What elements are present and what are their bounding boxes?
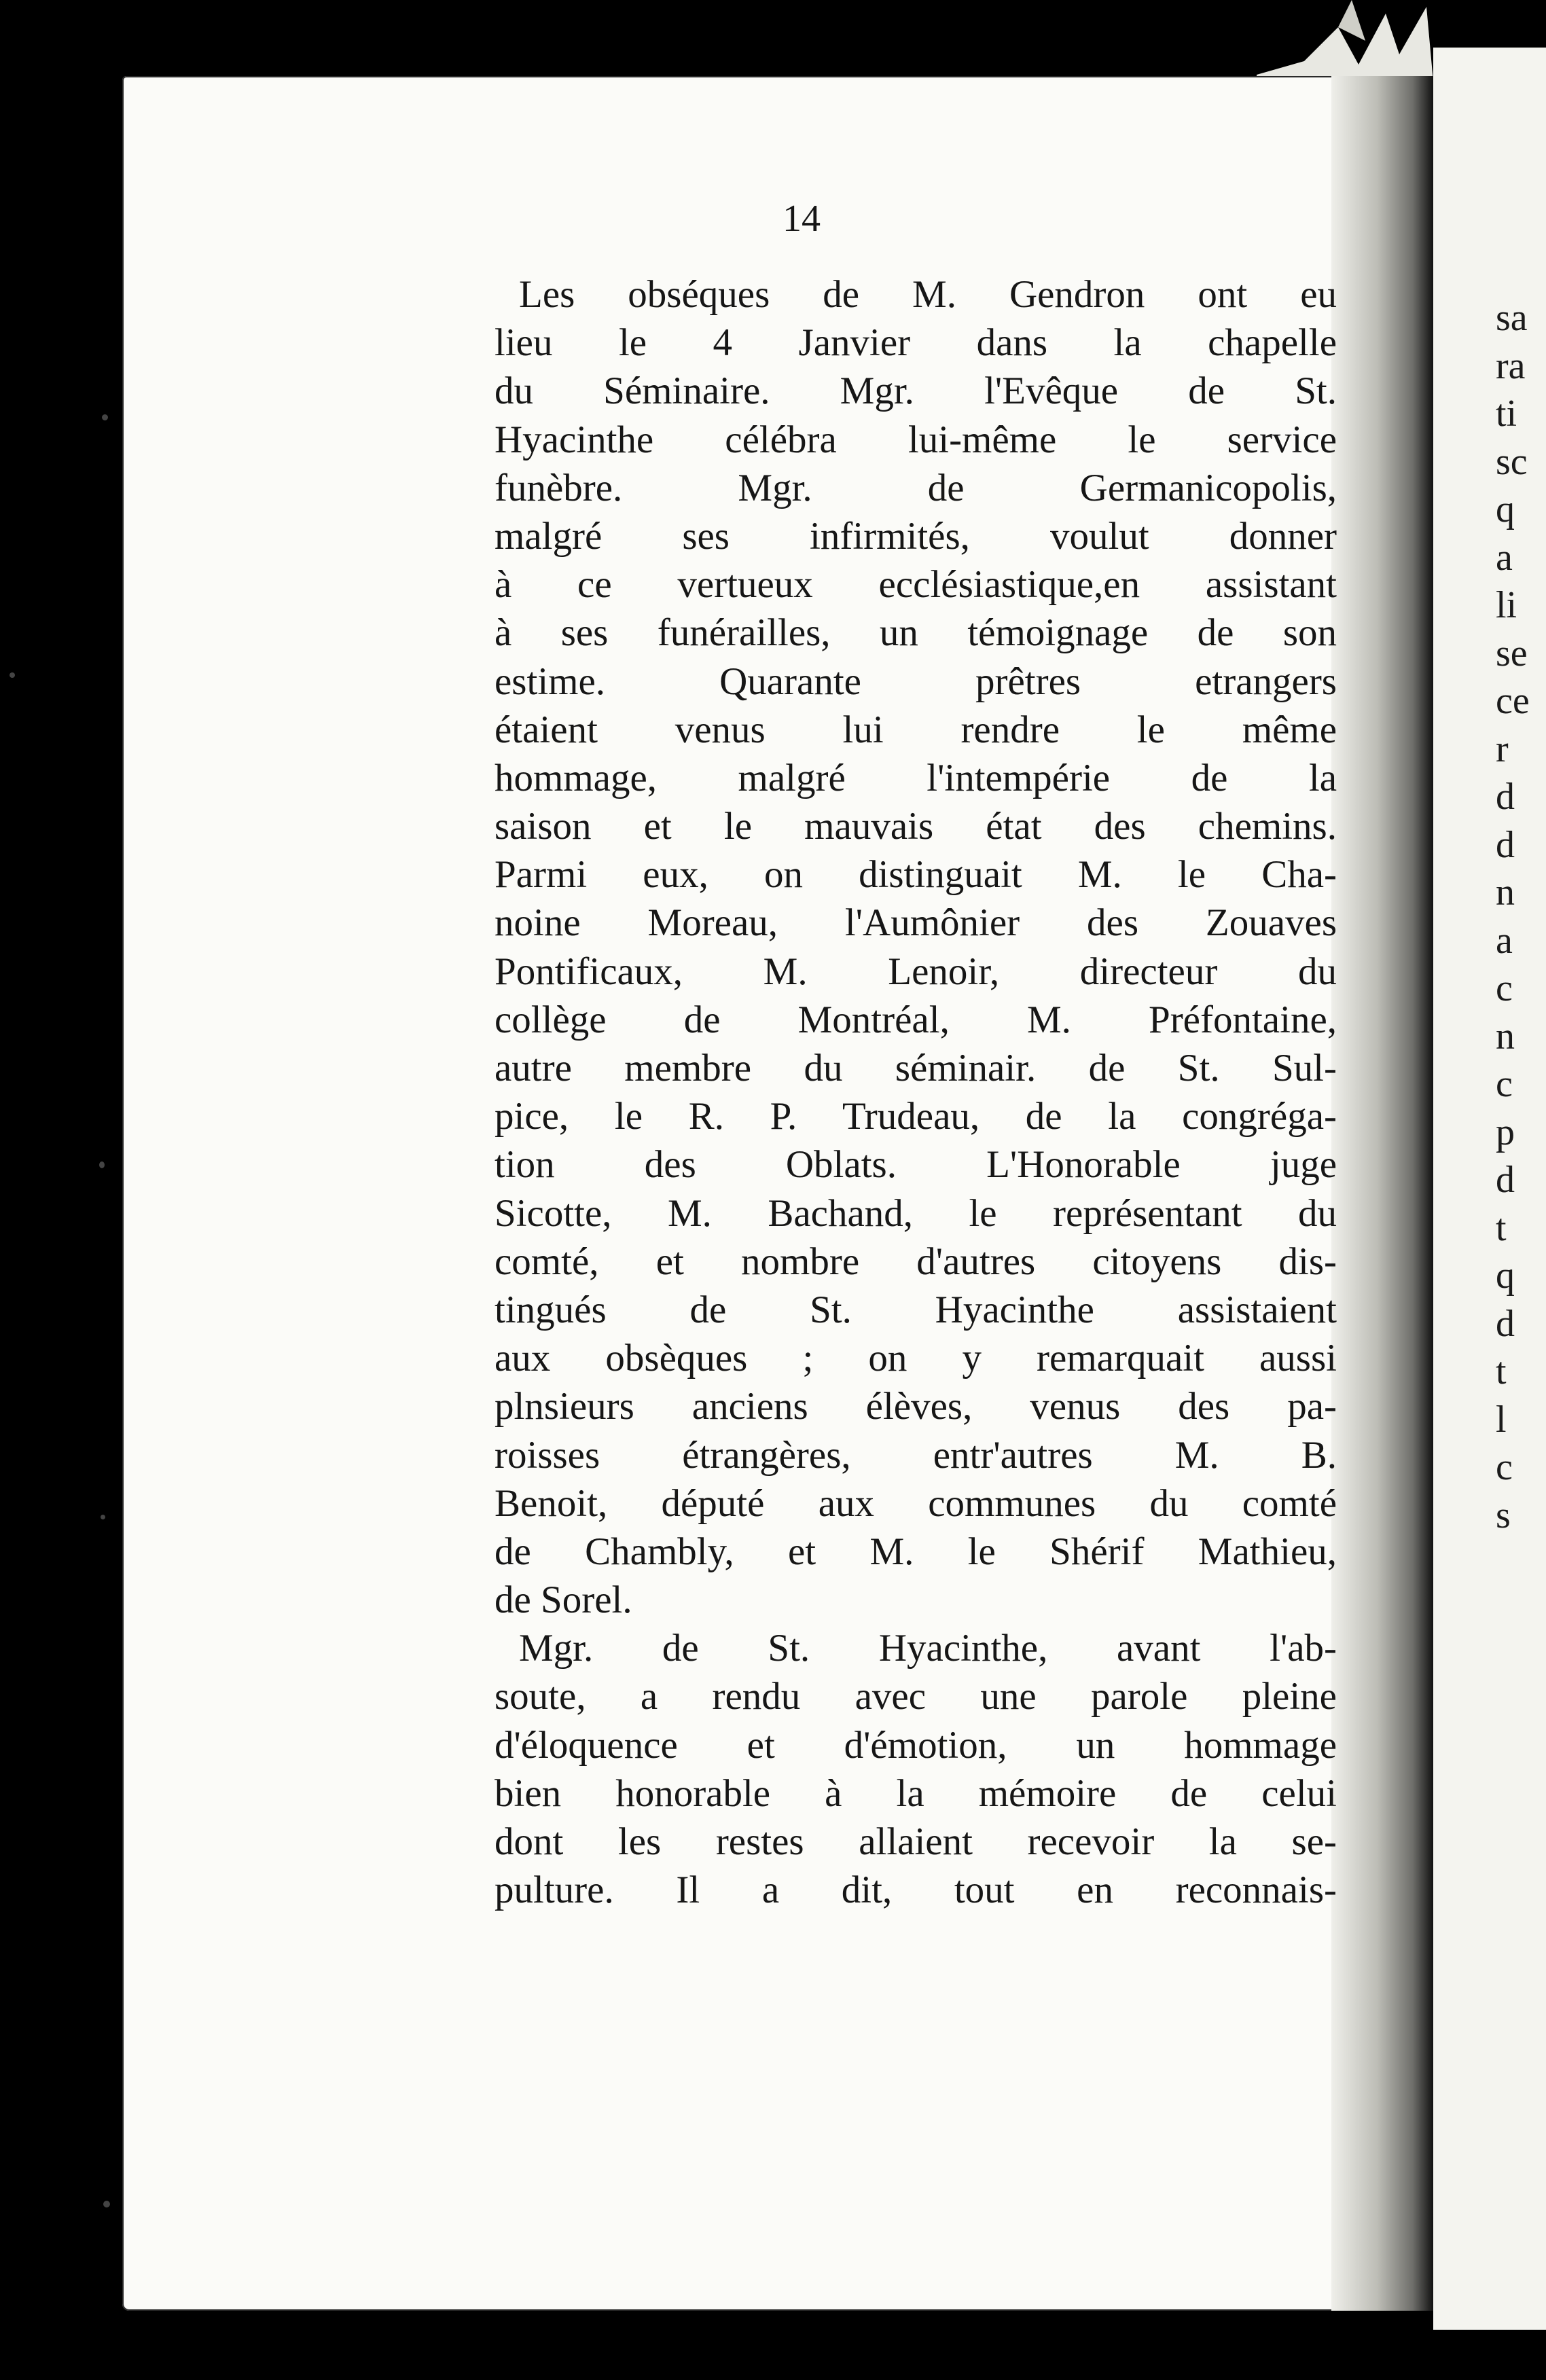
facing-page-fragment: d (1496, 823, 1515, 866)
text-line: tion des Oblats. L'Honorable juge (495, 1143, 1337, 1187)
text-line: Les obséques de M. Gendron ont eu (519, 273, 1337, 316)
facing-page-fragment: c (1496, 1063, 1513, 1105)
text-line: noine Moreau, l'Aumônier des Zouaves (495, 901, 1337, 945)
text-line: saison et le mauvais état des chemins. (495, 805, 1337, 848)
text-line: Pontificaux, M. Lenoir, directeur du (495, 950, 1337, 993)
facing-page-fragment: s (1496, 1494, 1511, 1536)
facing-page-fragment: q (1496, 488, 1515, 530)
text-line: lieu le 4 Janvier dans la chapelle (495, 321, 1337, 365)
page-gutter-shadow (1331, 76, 1433, 2311)
page-number: 14 (783, 198, 821, 240)
facing-page-fragment: a (1496, 536, 1513, 579)
facing-page-fragment: d (1496, 1159, 1515, 1201)
text-line: de Chambly, et M. le Shérif Mathieu, (495, 1530, 1337, 1573)
scan-artifact (10, 672, 15, 678)
facing-page-fragment: c (1496, 967, 1513, 1009)
text-line: aux obsèques ; on y remarquait aussi (495, 1337, 1337, 1380)
facing-page-fragment: ti (1496, 393, 1517, 435)
text-line: estime. Quarante prêtres etrangers (495, 660, 1337, 703)
text-line: soute, a rendu avec une parole pleine (495, 1675, 1337, 1718)
text-line: autre membre du séminair. de St. Sul- (495, 1047, 1337, 1089)
facing-page-fragment: t (1496, 1206, 1507, 1249)
facing-page-fragment: li (1496, 584, 1517, 626)
facing-page-fragment: sc (1496, 440, 1528, 483)
text-line: pulture. Il a dit, tout en reconnais- (495, 1869, 1337, 1912)
text-line: malgré ses infirmités, voulut donner (495, 514, 1337, 558)
facing-page-fragment: c (1496, 1446, 1513, 1488)
facing-page-fragment: se (1496, 632, 1528, 674)
facing-page-fragment: a (1496, 919, 1513, 962)
text-line: collège de Montréal, M. Préfontaine, (495, 998, 1337, 1041)
text-line: bien honorable à la mémoire de celui (495, 1771, 1337, 1815)
text-line: Benoit, député aux communes du comté (495, 1481, 1337, 1525)
body-text (495, 270, 1337, 1914)
text-line: étaient venus lui rendre le même (495, 708, 1337, 751)
facing-page-fragment: p (1496, 1111, 1515, 1153)
facing-page-fragment: r (1496, 727, 1509, 770)
text-line: plnsieurs anciens élèves, venus des pa- (495, 1385, 1337, 1428)
facing-page-edge (1433, 48, 1546, 2330)
text-line: Sicotte, M. Bachand, le représentant du (495, 1191, 1337, 1235)
facing-page-fragment: n (1496, 871, 1515, 914)
facing-page-fragment: sa (1496, 297, 1528, 339)
text-line: du Séminaire. Mgr. l'Evêque de St. (495, 369, 1337, 413)
text-line: funèbre. Mgr. de Germanicopolis, (495, 466, 1337, 509)
text-line: Hyacinthe célébra lui-même le service (495, 418, 1337, 461)
scan-artifact (101, 1515, 105, 1519)
facing-page-fragment: q (1496, 1255, 1515, 1297)
text-line: d'éloquence et d'émotion, un hommage (495, 1723, 1337, 1767)
facing-page-fragment: ra (1496, 344, 1526, 387)
facing-page-fragment: d (1496, 776, 1515, 818)
torn-corner-decoration (1257, 0, 1433, 82)
text-line: pice, le R. P. Trudeau, de la congréga- (495, 1095, 1337, 1138)
scan-artifact (99, 1161, 105, 1168)
text-line: de Sorel. (495, 1579, 632, 1622)
facing-page-fragment: n (1496, 1015, 1515, 1058)
text-line: hommage, malgré l'intempérie de la (495, 756, 1337, 799)
text-line: à ses funérailles, un témoignage de son (495, 611, 1337, 655)
text-line: tingués de St. Hyacinthe assistaient (495, 1288, 1337, 1331)
text-line: roisses étrangères, entr'autres M. B. (495, 1433, 1337, 1477)
scan-artifact (103, 2201, 110, 2207)
scan-artifact (102, 414, 108, 420)
facing-page-fragment: ce (1496, 680, 1530, 722)
text-line: comté, et nombre d'autres citoyens dis- (495, 1240, 1337, 1283)
facing-page-fragment: l (1496, 1398, 1507, 1441)
text-line: à ce vertueux ecclésiastique,en assistant (495, 563, 1337, 607)
text-line: dont les restes allaient recevoir la se- (495, 1820, 1337, 1863)
facing-page-fragment: d (1496, 1302, 1515, 1345)
text-line: Parmi eux, on distinguait M. le Cha- (495, 853, 1337, 897)
facing-page-fragment: t (1496, 1350, 1507, 1392)
text-line: Mgr. de St. Hyacinthe, avant l'ab- (519, 1627, 1337, 1670)
